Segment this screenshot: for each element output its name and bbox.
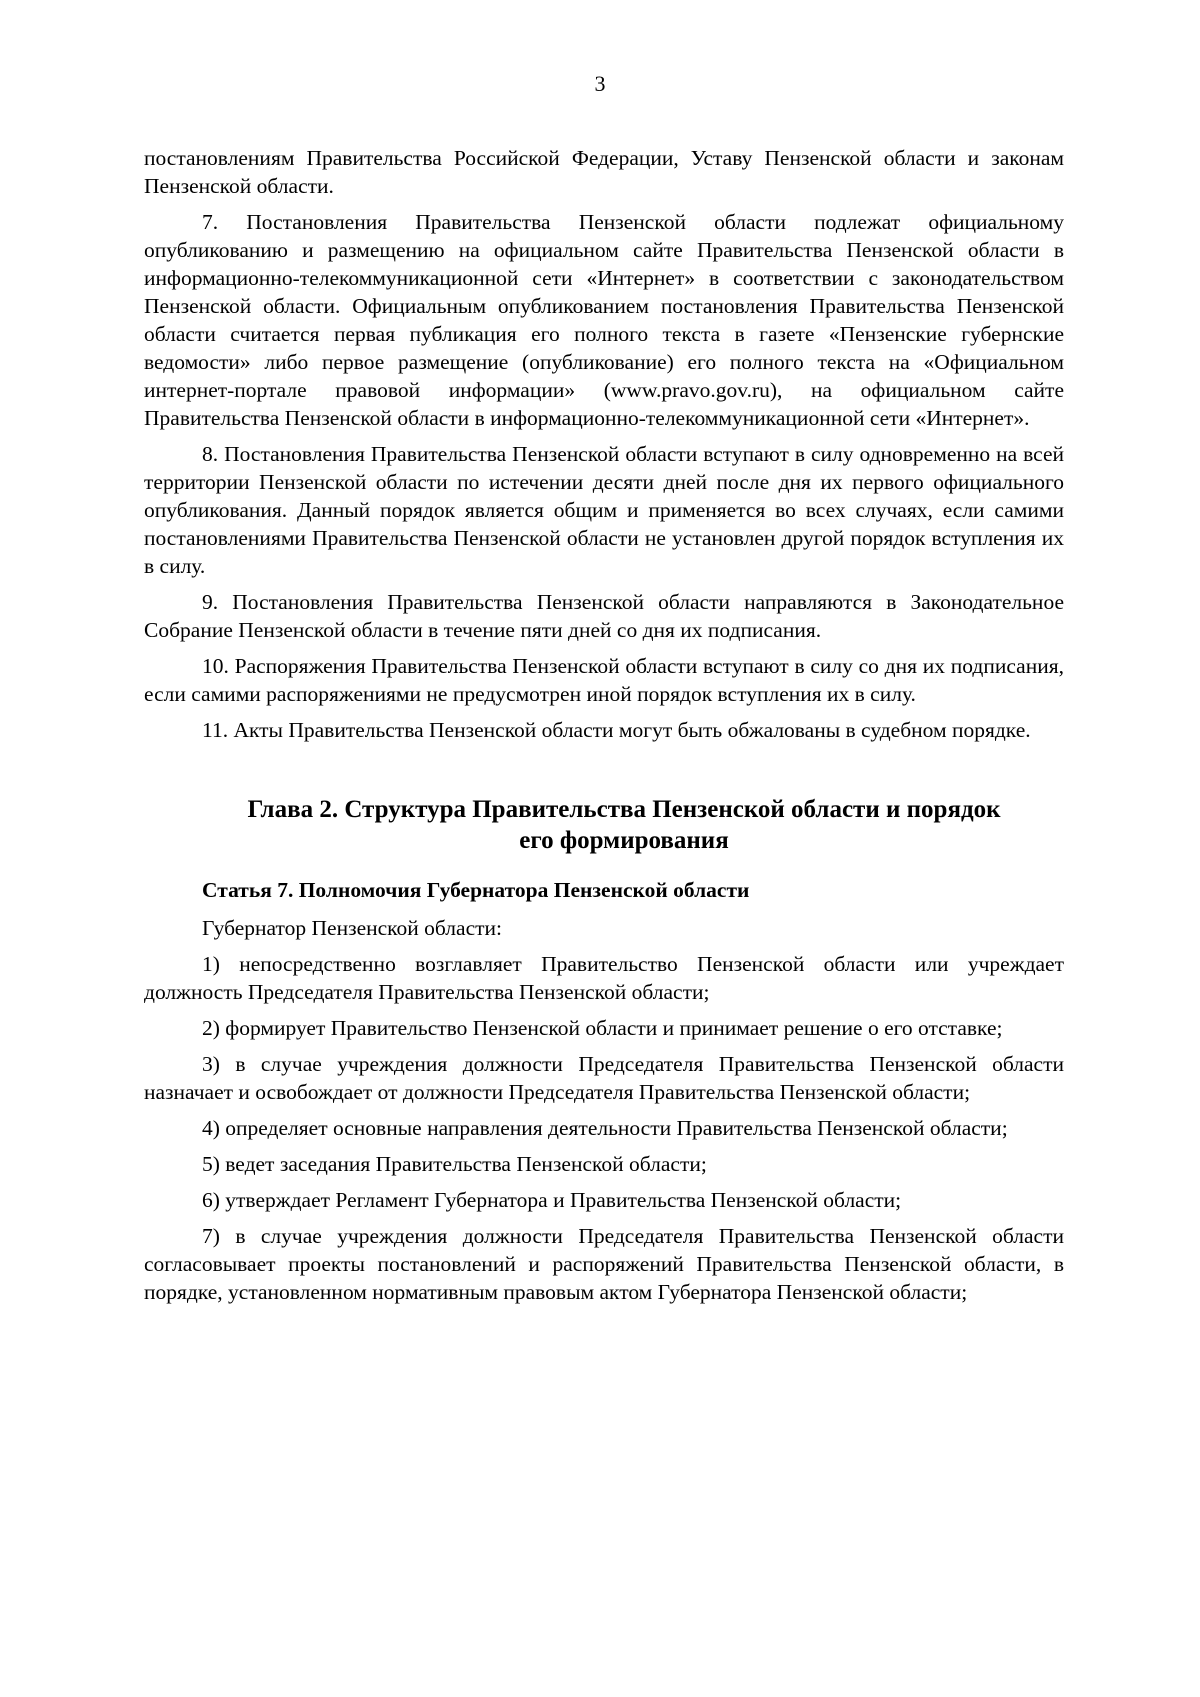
chapter-heading [144,794,1064,856]
paragraph-item-9: 9. Постановления Правительства Пензенской области направляются в Законодательное Собрание Пензенской области в течение пяти дней со дня их подписания. [144,590,1064,642]
paragraph-item-7: 7. Постановления Правительства Пензенской области подлежат официальному опубликованию и размещению на официальном сайте Правительства Пензенской области в информационно-телекоммуникационной сети «Интернет» в соответствии с законодательством Пензенской области. Официальным опубликованием постановления Правительства Пензенской области считается первая публикация его полного текста в газете «Пензенские губернские ведомости» либо первое размещение (опубликование) его полного текста на «Официальном интернет-портале правовой информации» (www.pravo.gov.ru), на официальном сайте Правительства Пензенской области в информационно-телекоммуникационной сети «Интернет». [144,210,1064,430]
paragraph-intro: Губернатор Пензенской области: [202,916,502,940]
list-item-3: 3) в случае учреждения должности Председателя Правительства Пензенской области назначает и освобождает от должности Председателя Правительства Пензенской области; [144,1052,1064,1104]
page-number: 3 [594,71,606,96]
list-item-6: 6) утверждает Регламент Губернатора и Правительства Пензенской области; [202,1188,902,1212]
list-item-2: 2) формирует Правительство Пензенской области и принимает решение о его отставке; [202,1016,1003,1040]
paragraph-continuation: постановлениям Правительства Российской Федерации, Уставу Пензенской области и законам Пензенской области. [144,146,1064,198]
list-item-5: 5) ведет заседания Правительства Пензенской области; [202,1152,707,1176]
chapter-heading-line-1: Глава 2. Структура Правительства Пензенской области и порядок [247,796,1001,823]
paragraph-item-11: 11. Акты Правительства Пензенской области могут быть обжалованы в судебном порядке. [202,718,1031,742]
chapter-heading-line-2: его формирования [519,827,729,854]
paragraph-item-8: 8. Постановления Правительства Пензенской области вступают в силу одновременно на всей территории Пензенской области по истечении десяти дней после дня их первого официального опубликования. Данный порядок является общим и применяется во всех случаях, если самими постановлениями Правительства Пензенской области не установлен другой порядок вступления их в силу. [144,442,1064,578]
article-heading: Статья 7. Полномочия Губернатора Пензенской области [202,878,750,902]
document-body [144,144,1064,1314]
list-item-1: 1) непосредственно возглавляет Правительство Пензенской области или учреждает должность Председателя Правительства Пензенской области; [144,952,1064,1004]
paragraph-item-10: 10. Распоряжения Правительства Пензенской области вступают в силу со дня их подписания, если самими распоряжениями не предусмотрен иной порядок вступления их в силу. [144,654,1064,706]
list-item-7: 7) в случае учреждения должности Председателя Правительства Пензенской области согласовывает проекты постановлений и распоряжений Правительства Пензенской области, в порядке, установленном нормативным правовым актом Губернатора Пензенской области; [144,1224,1064,1304]
list-item-4: 4) определяет основные направления деятельности Правительства Пензенской области; [202,1116,1008,1140]
